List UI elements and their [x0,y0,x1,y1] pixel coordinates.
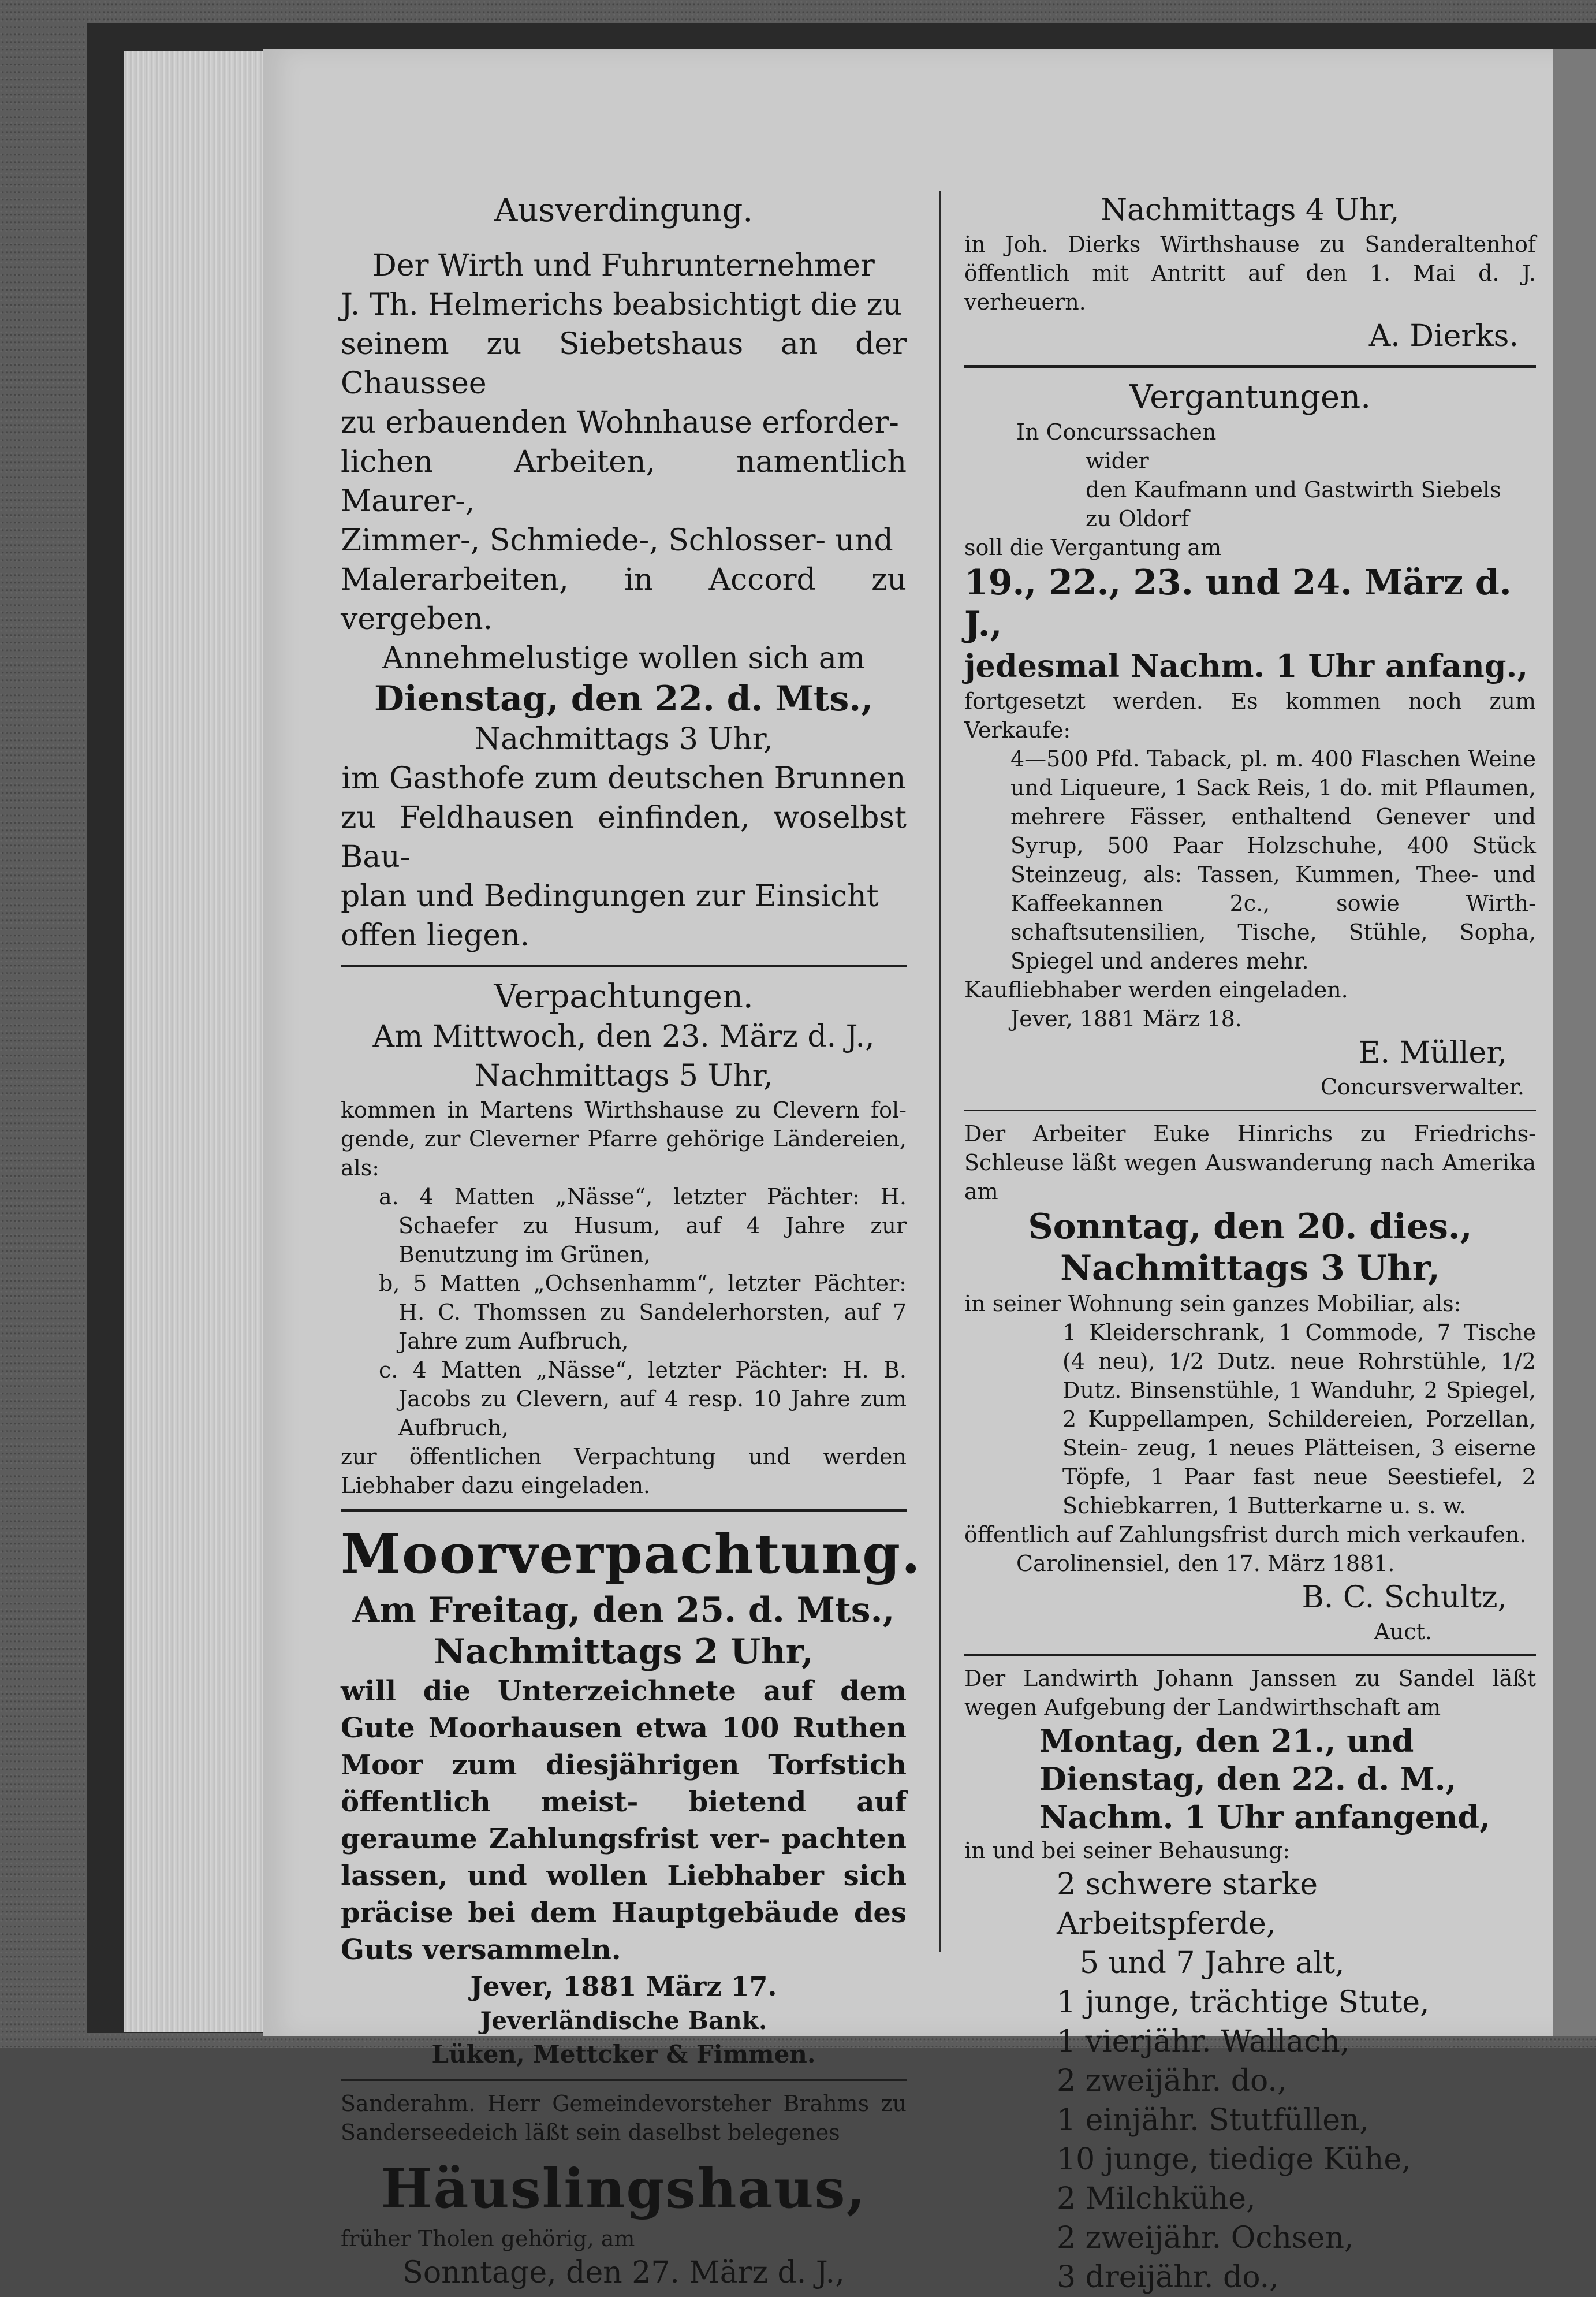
ad-signature: B. C. Schultz, [1302,1580,1507,1615]
ad-janssen [964,1664,1536,2297]
ad-title: Verpachtungen. [494,978,754,1015]
ad-item-b: b, 5 Matten „Ochsenhamm“, letzter Pächter: H. C. Thomssen zu Sandelerhorsten, auf 7 Jahre zum Aufbruch, [379,1271,907,1354]
ad-outro: öffentlich auf Zahlungsfrist durch mich verkaufen. [964,1522,1527,1547]
ad-verpachtungen [341,977,907,1500]
list-item: 1 einjähr. Stutfüllen, [1057,2103,1370,2138]
ad-dierks [964,191,1536,356]
list-item: 1 vierjähr. Wallach, [1057,2024,1350,2059]
ad-place [341,759,907,955]
ad-separator [341,2079,907,2081]
ad-time: Nachmittags 5 Uhr, [474,1059,773,1093]
text-line: Malerarbeiten, in Accord zu vergeben. [341,563,907,636]
ad-signature: Lüken, Mettcker & Fimmen. [431,2040,816,2068]
ad-hinrichs [964,1119,1536,1646]
ad-line: in und bei seiner Behausung: [964,1838,1291,1863]
ad-date: Am Mittwoch, den 23. März d. J., [372,1019,875,1054]
text-line: zu erbauenden Wohnhause erforder- [341,405,899,440]
ad-place-date: Jever, 1881 März 17. [470,1971,777,2002]
text-line: lichen Arbeiten, namentlich Maurer-, [341,445,907,519]
ad-moorverpachtung [341,1522,922,2071]
ad-items: 4—500 Pfd. Taback, pl. m. 400 Flaschen Weine und Liqueure, 1 Sack Reis, 1 do. mit Pflaumen, mehrere Fässer, enthaltend Genever und Syrup, 500 Paar Holzschuhe, 400 Stück Steinzeug, als: Tassen, Kummen, Thee- und Kaffeekannen 2c., sowie Wirth- schaftsutensilien, Tische, Stühle, Sopha, Spiegel und anderes mehr. [1010,746,1536,974]
text-line: offen liegen. [341,918,530,953]
ad-title: Moorverpachtung. [341,1522,922,1586]
ad-body: in Joh. Dierks Wirthshause zu Sanderaltenhof öffentlich mit Antritt auf den 1. Mai d. J. verheuern. [964,232,1536,315]
left-column [341,191,922,2292]
ad-intro: Der Arbeiter Euke Hinrichs zu Friedrichs- Schleuse läßt wegen Auswanderung nach Amerika am [964,1121,1536,1204]
ad-separator [964,365,1536,368]
ad-item-a: a. 4 Matten „Nässe“, letzter Pächter: H. Schaefer zu Husum, auf 4 Jahre zur Benutzung im Grünen, [379,1184,907,1267]
ad-haeuslingshaus [341,2089,907,2292]
ad-invite: Annehmelustige wollen sich am [382,641,866,676]
ad-time: Nachmittags 3 Uhr, [474,722,773,757]
text-line: plan und Bedingungen zur Einsicht [341,879,879,914]
ad-signature: A. Dierks. [1368,319,1519,353]
ad-line: wider [1086,448,1149,474]
ad-time: Nachmittags 3 Uhr, [1060,1248,1440,1289]
ad-signature-role: Concursverwalter. [1320,1074,1524,1100]
ad-date: Am Freitag, den 25. d. Mts., [352,1590,895,1630]
ad-date: Dienstag, den 22. d. Mts., [374,679,874,719]
ad-intro: fortgesetzt werden. Es kommen noch zum Verkaufe: [964,688,1536,743]
ad-invite: Kaufliebhaber werden eingeladen. [964,977,1348,1003]
ad-title: Ausverdingung. [494,192,754,229]
page-edges [124,51,286,2032]
ad-time: Nachmittags 4 Uhr, [1101,193,1400,228]
text-line: Der Wirth und Fuhrunternehmer [372,248,875,283]
ad-vergantungen [964,377,1536,1101]
ad-intro: kommen in Martens Wirthshause zu Clevern fol- gende, zur Cleverner Pfarre gehörige Ländereien, als: [341,1097,907,1181]
list-item: 2 zweijähr. do., [1057,2064,1287,2098]
text-line: zu Feldhausen einfinden, woselbst Bau- [341,801,907,874]
ad-separator [964,1654,1536,1656]
ad-item-c: c. 4 Matten „Nässe“, letzter Pächter: H. B. Jacobs zu Clevern, auf 4 resp. 10 Jahre zum Aufbruch, [379,1357,907,1440]
text-line: seinem zu Siebetshaus an der Chaussee [341,327,907,401]
ad-time: jedesmal Nachm. 1 Uhr anfang., [964,647,1528,684]
ad-line: in seiner Wohnung sein ganzes Mobiliar, als: [964,1291,1461,1316]
ad-intro: Sanderahm. Herr Gemeindevorsteher Brahms zu Sanderseedeich läßt sein daselbst belegenes [341,2091,907,2145]
ad-separator [341,965,907,967]
ad-dates: 19., 22., 23. und 24. März d. J., [964,563,1512,645]
ad-line: In Concurssachen [1016,419,1217,445]
text-line: im Gasthofe zum deutschen Brunnen [341,761,906,796]
ad-separator [341,1509,907,1512]
ad-body: will die Unterzeichnete auf dem Gute Moorhausen etwa 100 Ruthen Moor zum diesjährigen Torfstich öffentlich meist- bietend auf geraume Zahlungsfrist ver- pachten lassen, und wollen Liebhaber sich präcise bei dem Hauptgebäude des Guts versammeln. [341,1675,907,1966]
ad-line: zu Oldorf [1086,506,1189,531]
ad-outro: zur öffentlichen Verpachtung und werden Liebhaber dazu eingeladen. [341,1444,907,1498]
ad-line: soll die Vergantung am [964,535,1222,560]
ad-separator [964,1110,1536,1111]
ad-date: Montag, den 21., und Dienstag, den 22. d. M., Nachm. 1 Uhr anfangend, [1039,1722,1490,1836]
list-item: 2 schwere starke Arbeitspferde, [1057,1867,1318,1941]
text-line: Zimmer-, Schmiede-, Schlosser- und [341,523,893,558]
list-item: 3 dreijähr. do., [1057,2260,1279,2295]
text-line: J. Th. Helmerichs beabsichtigt die zu [341,288,902,322]
ad-signature: Jeverländische Bank. [480,2006,767,2035]
list-item: 5 und 7 Jahre alt, [1080,1946,1345,1980]
ad-intro: Der Landwirth Johann Janssen zu Sandel läßt wegen Aufgebung der Landwirthschaft am [964,1666,1536,1720]
ad-items: 1 Kleiderschrank, 1 Commode, 7 Tische (4 neu), 1/2 Dutz. neue Rohrstühle, 1/2 Dutz. Binsenstühle, 1 Wanduhr, 2 Spiegel, 2 Kuppellampen, Schildereien, Porzellan, Stein- zeug, 1 neues Plätteisen, 3 eiserne Töpfe, 1 Paar fast neue Seestiefel, 2 Schiebkarren, 1 Butterkarne u. s. w. [1062,1320,1536,1518]
ad-place-date: Jever, 1881 März 18. [1010,1006,1242,1032]
ad-line: früher Tholen gehörig, am [341,2226,635,2251]
ad-title: Vergantungen. [1129,378,1371,416]
list-item: 10 junge, tiedige Kühe, [1057,2142,1411,2177]
list-item: 1 junge, trächtige Stute, [1057,1985,1430,2020]
ad-title: Häuslingshaus, [381,2157,867,2221]
right-column [964,191,1536,2297]
ad-date: Sonntag, den 20. dies., [1028,1207,1472,1247]
ad-signature: E. Müller, [1358,1036,1507,1070]
ad-signature-role: Auct. [1374,1619,1432,1644]
ad-time: Nachmittags 2 Uhr, [434,1632,814,1672]
ad-date: Sonntage, den 27. März d. J., [402,2255,845,2290]
column-divider [939,191,941,1952]
list-item: 2 Milchkühe, [1057,2181,1256,2216]
ad-body [341,246,907,639]
list-item: 2 zweijähr. Ochsen, [1057,2221,1354,2255]
ad-place-date: Carolinensiel, den 17. März 1881. [1016,1551,1395,1576]
ad-ausverdingung [341,191,907,955]
book-gutter [1553,49,1596,2036]
ad-line: den Kaufmann und Gastwirth Siebels [1086,477,1501,502]
